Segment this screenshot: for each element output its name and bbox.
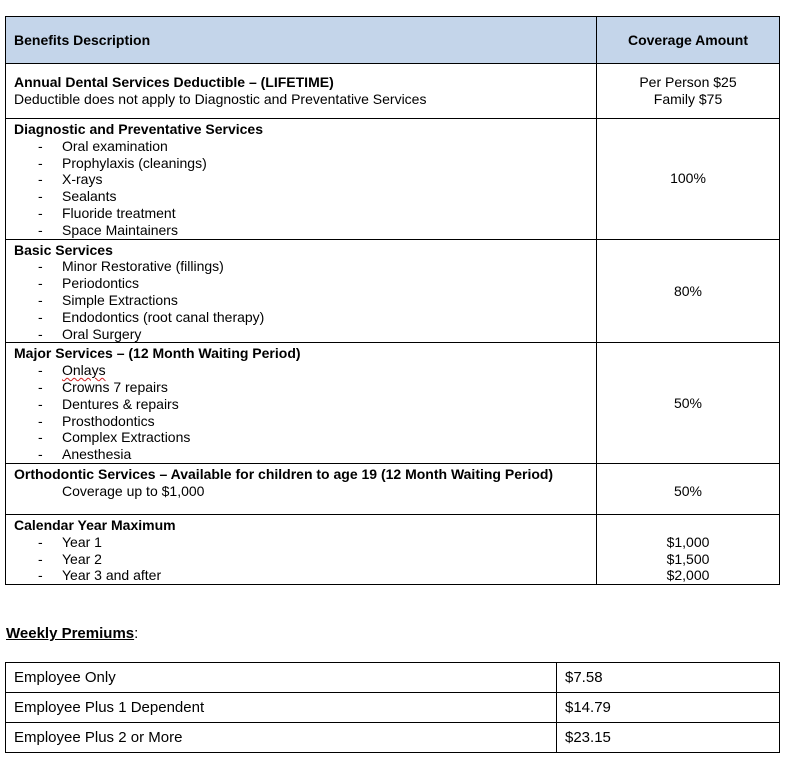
orthodontic-title: Orthodontic Services – Available for children to age 19 (12 Month Waiting Period) xyxy=(14,465,554,482)
premium-amount: $7.58 xyxy=(557,663,780,693)
orthodontic-row xyxy=(6,463,780,514)
list-item: - Fluoride treatment xyxy=(38,204,176,221)
premium-amount: $14.79 xyxy=(557,693,780,723)
diagnostic-title: Diagnostic and Preventative Services xyxy=(14,121,263,137)
list-item: - Oral Surgery xyxy=(38,325,142,342)
orthodontic-note: Coverage up to $1,000 xyxy=(62,482,205,499)
diagnostic-list xyxy=(14,138,588,239)
list-item: - Year 1 xyxy=(38,533,102,550)
table-row xyxy=(6,693,780,723)
basic-coverage: 80% xyxy=(597,239,780,343)
maximum-year-1: $1,000 xyxy=(666,533,710,550)
orthodontic-description xyxy=(6,463,597,514)
deductible-per-person: Per Person $25 xyxy=(639,74,737,91)
list-item: - Onlays xyxy=(38,362,106,379)
premiums-table xyxy=(5,662,780,753)
coverage-amount-header: Coverage Amount xyxy=(597,17,780,64)
premium-tier: Employee Plus 1 Dependent xyxy=(6,693,557,723)
list-item: - X-rays xyxy=(38,171,103,188)
list-item: - Minor Restorative (fillings) xyxy=(38,258,224,275)
maximum-list xyxy=(14,534,588,584)
basic-title: Basic Services xyxy=(14,241,113,258)
weekly-premiums-heading: Weekly Premiums: xyxy=(6,625,139,642)
premium-tier: Employee Only xyxy=(6,663,557,693)
list-item: - Sealants xyxy=(38,188,117,205)
premium-tier: Employee Plus 2 or More xyxy=(6,723,557,753)
major-row xyxy=(6,343,780,464)
deductible-description xyxy=(6,64,597,119)
table-row xyxy=(6,723,780,753)
maximum-description xyxy=(6,514,597,584)
maximum-year-2: $1,500 xyxy=(666,550,710,567)
deductible-note: Deductible does not apply to Diagnostic and Preventative Services xyxy=(14,91,427,107)
list-item: - Prophylaxis (cleanings) xyxy=(38,154,207,171)
list-item: - Crowns 7 repairs xyxy=(38,378,168,395)
basic-list xyxy=(14,258,588,342)
maximum-row xyxy=(6,514,780,584)
list-item: - Simple Extractions xyxy=(38,291,178,308)
benefits-description-header: Benefits Description xyxy=(6,17,597,64)
diagnostic-row xyxy=(6,119,780,240)
list-item: - Complex Extractions xyxy=(38,429,191,446)
deductible-family: Family $75 xyxy=(653,91,723,107)
major-coverage: 50% xyxy=(597,343,780,464)
list-item: - Year 2 xyxy=(38,550,102,567)
benefits-header-row xyxy=(6,17,780,64)
list-item: - Periodontics xyxy=(38,275,140,292)
maximum-title: Calendar Year Maximum xyxy=(14,516,176,533)
deductible-amount xyxy=(597,64,780,119)
major-description xyxy=(6,343,597,464)
maximum-amounts xyxy=(597,514,780,584)
list-item: - Anesthesia xyxy=(38,446,132,463)
diagnostic-description xyxy=(6,119,597,240)
diagnostic-coverage: 100% xyxy=(597,119,780,240)
benefits-table xyxy=(5,16,780,585)
list-item: - Prosthodontics xyxy=(38,412,155,429)
list-item: - Oral examination xyxy=(38,137,168,154)
list-item: - Year 3 and after xyxy=(38,567,162,584)
maximum-year-3: $2,000 xyxy=(666,567,710,584)
premium-amount: $23.15 xyxy=(557,723,780,753)
list-item: - Space Maintainers xyxy=(38,221,178,238)
list-item: - Endodontics (root canal therapy) xyxy=(38,308,265,325)
deductible-title: Annual Dental Services Deductible – (LIFETIME) xyxy=(14,74,334,91)
table-row xyxy=(6,663,780,693)
orthodontic-coverage: 50% xyxy=(597,463,780,514)
basic-description xyxy=(6,239,597,343)
major-list xyxy=(14,362,588,463)
list-item: - Dentures & repairs xyxy=(38,395,179,412)
basic-row xyxy=(6,239,780,343)
major-title: Major Services – (12 Month Waiting Period) xyxy=(14,345,301,362)
deductible-row xyxy=(6,64,780,119)
